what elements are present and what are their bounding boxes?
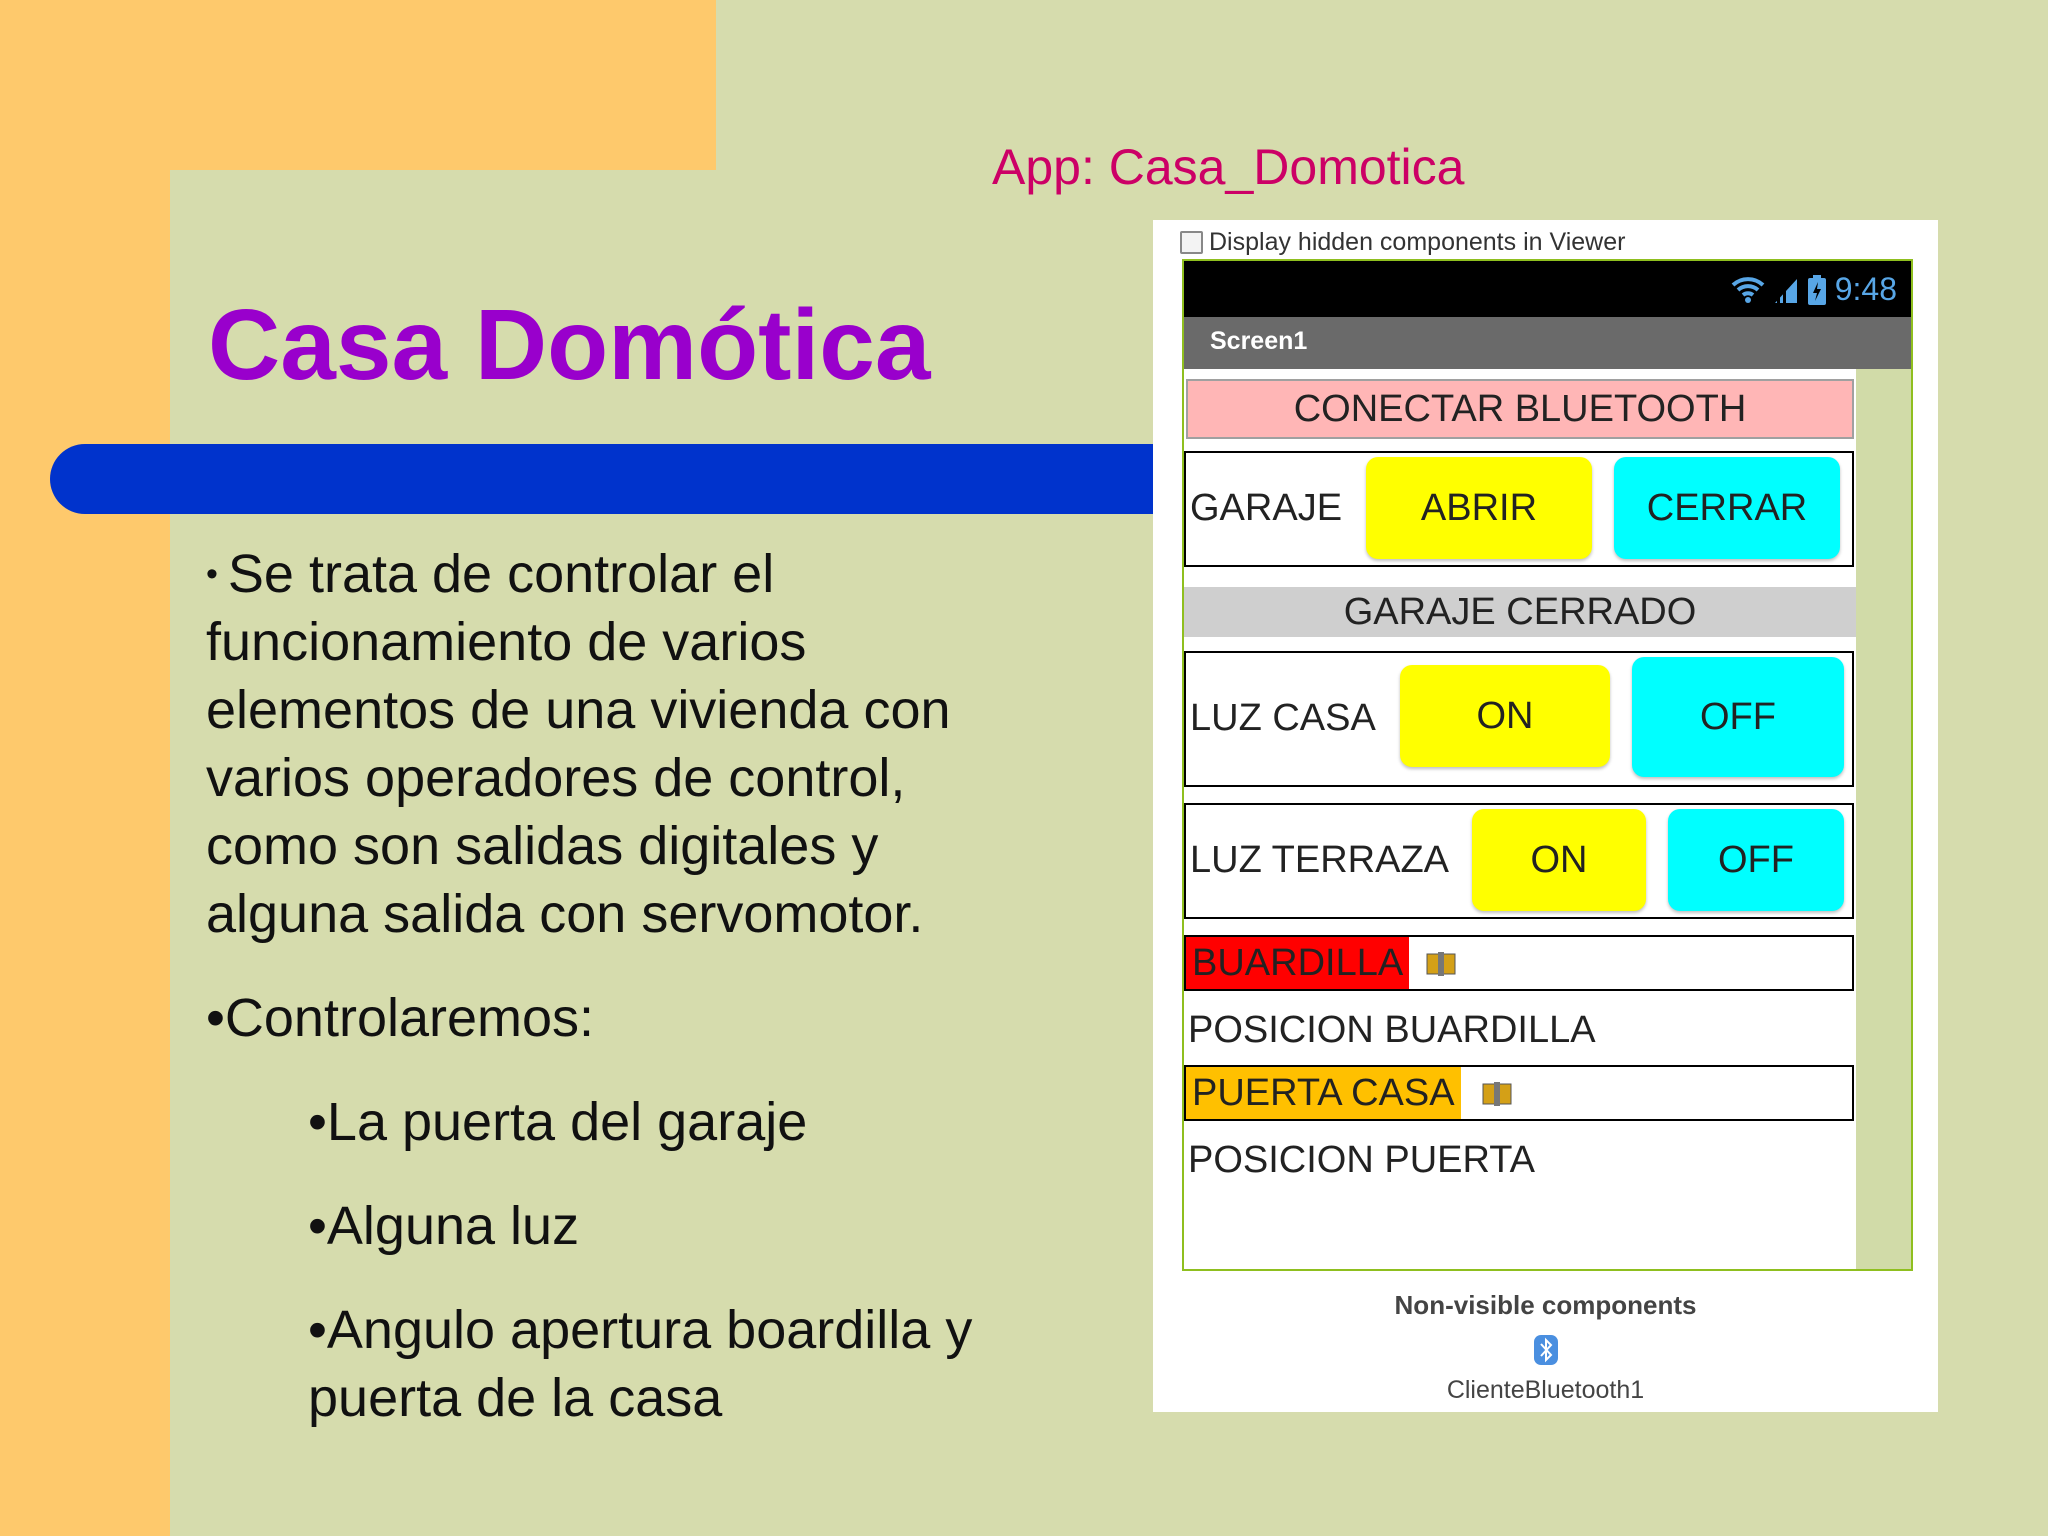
status-icons	[1731, 271, 1897, 308]
intro-paragraph	[206, 540, 1036, 948]
attic-position-label: POSICION BUARDILLA	[1188, 1009, 1596, 1051]
list-item: •Alguna luz	[308, 1196, 580, 1256]
screen-title-bar	[1184, 317, 1911, 369]
content-corner	[170, 170, 246, 246]
slider-thumb-icon[interactable]	[1482, 1081, 1512, 1107]
controls-heading: •Controlaremos:	[206, 988, 595, 1048]
garage-label: GARAJE	[1190, 487, 1343, 529]
bluetooth-icon[interactable]	[1533, 1334, 1559, 1366]
slider-thumb-icon[interactable]	[1426, 951, 1456, 977]
hidden-components-label: Display hidden components in Viewer	[1209, 228, 1626, 256]
house-light-label: LUZ CASA	[1190, 697, 1376, 739]
door-slider[interactable]	[1184, 1065, 1854, 1121]
phone-preview	[1182, 259, 1913, 1271]
garage-open-button[interactable]: ABRIR	[1366, 457, 1592, 559]
status-time: 9:48	[1834, 271, 1897, 307]
wifi-icon	[1731, 275, 1765, 305]
house-light-row	[1184, 651, 1854, 787]
signal-icon	[1773, 275, 1799, 305]
house-light-on-button[interactable]: ON	[1400, 665, 1610, 767]
garage-status-label: GARAJE CERRADO	[1184, 587, 1856, 637]
bluetooth-client-label: ClienteBluetooth1	[1446, 1376, 1645, 1404]
app-caption: App: Casa_Domotica	[992, 139, 1465, 195]
terrace-light-on-button[interactable]: ON	[1472, 809, 1646, 911]
slide-body	[206, 540, 1036, 1468]
screen-title: Screen1	[1210, 327, 1308, 355]
connect-bluetooth-button[interactable]: CONECTAR BLUETOOTH	[1186, 379, 1854, 439]
hidden-components-checkbox[interactable]	[1180, 231, 1203, 254]
phone-status-bar	[1184, 261, 1911, 317]
terrace-light-label: LUZ TERRAZA	[1190, 839, 1450, 881]
attic-slider-label: BUARDILLA	[1186, 937, 1409, 989]
hidden-components-option[interactable]	[1180, 228, 1625, 257]
bullet-icon: •	[206, 555, 218, 593]
nonvisible-components-title: Non-visible components	[1394, 1290, 1697, 1320]
garage-row	[1184, 451, 1854, 567]
list-item: •Angulo apertura boardilla y puerta de la casa	[308, 1300, 973, 1428]
door-slider-label: PUERTA CASA	[1186, 1067, 1461, 1119]
battery-icon	[1807, 274, 1827, 306]
terrace-light-row	[1184, 803, 1854, 919]
intro-text: Se trata de controlar el funcionamiento de varios elementos de una vivienda con varios operadores de control, como son salidas digitales y alguna salida con servomotor.	[206, 544, 951, 944]
house-light-off-button[interactable]: OFF	[1632, 657, 1844, 777]
blue-accent-bar	[50, 444, 1160, 514]
slide-title: Casa Domótica	[208, 289, 931, 401]
garage-close-button[interactable]: CERRAR	[1614, 457, 1840, 559]
terrace-light-off-button[interactable]: OFF	[1668, 809, 1844, 911]
orange-side-block	[0, 0, 170, 1536]
attic-slider[interactable]	[1184, 935, 1854, 991]
screen-content	[1184, 369, 1856, 1269]
list-item: •La puerta del garaje	[308, 1092, 808, 1152]
door-position-label: POSICION PUERTA	[1188, 1139, 1535, 1181]
